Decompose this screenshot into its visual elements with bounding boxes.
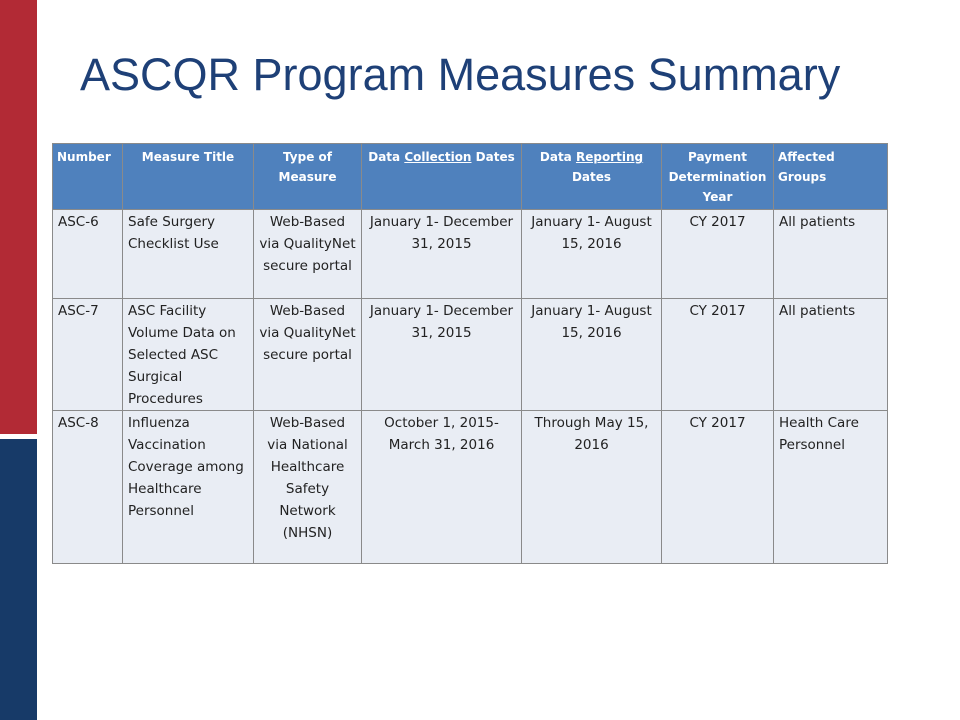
header-collection-underlined: Collection xyxy=(404,150,472,164)
table-row xyxy=(53,210,888,299)
cell-affected-groups: All patients xyxy=(774,299,888,411)
cell-affected-groups: Health Care Personnel xyxy=(774,411,888,564)
measures-table xyxy=(52,143,888,564)
table-header-row xyxy=(53,144,888,210)
cell-type: Web-Based via QualityNet secure portal xyxy=(254,210,362,299)
header-affected-groups: Affected Groups xyxy=(774,144,888,210)
slide-title: ASCQR Program Measures Summary xyxy=(80,49,841,100)
cell-type: Web-Based via National Healthcare Safety Network (NHSN) xyxy=(254,411,362,564)
left-accent-bar-blue xyxy=(0,439,37,720)
header-measure-title: Measure Title xyxy=(123,144,254,210)
cell-collection-dates: October 1, 2015- March 31, 2016 xyxy=(362,411,522,564)
cell-number: ASC-6 xyxy=(53,210,123,299)
header-reporting-underlined: Reporting xyxy=(575,150,644,164)
table-row xyxy=(53,299,888,411)
cell-number: ASC-8 xyxy=(53,411,123,564)
cell-collection-dates: January 1- December 31, 2015 xyxy=(362,210,522,299)
cell-measure-title: Safe Surgery Checklist Use xyxy=(123,210,254,299)
header-data-collection-dates: Data Collection Dates xyxy=(362,144,522,210)
header-type-of-measure: Type of Measure xyxy=(254,144,362,210)
cell-collection-dates: January 1- December 31, 2015 xyxy=(362,299,522,411)
left-accent-bar-red xyxy=(0,0,37,434)
header-number: Number xyxy=(53,144,123,210)
header-payment-determination-year: Payment Determination Year xyxy=(662,144,774,210)
cell-measure-title: ASC Facility Volume Data on Selected ASC Surgical Procedures xyxy=(123,299,254,411)
cell-type: Web-Based via QualityNet secure portal xyxy=(254,299,362,411)
cell-affected-groups: All patients xyxy=(774,210,888,299)
cell-measure-title: Influenza Vaccination Coverage among Healthcare Personnel xyxy=(123,411,254,564)
table-row xyxy=(53,411,888,564)
cell-number: ASC-7 xyxy=(53,299,123,411)
cell-reporting-dates: January 1- August 15, 2016 xyxy=(522,299,662,411)
cell-payment-year: CY 2017 xyxy=(662,210,774,299)
cell-payment-year: CY 2017 xyxy=(662,411,774,564)
cell-payment-year: CY 2017 xyxy=(662,299,774,411)
header-data-reporting-dates: Data Reporting Dates xyxy=(522,144,662,210)
cell-reporting-dates: January 1- August 15, 2016 xyxy=(522,210,662,299)
cell-reporting-dates: Through May 15, 2016 xyxy=(522,411,662,564)
